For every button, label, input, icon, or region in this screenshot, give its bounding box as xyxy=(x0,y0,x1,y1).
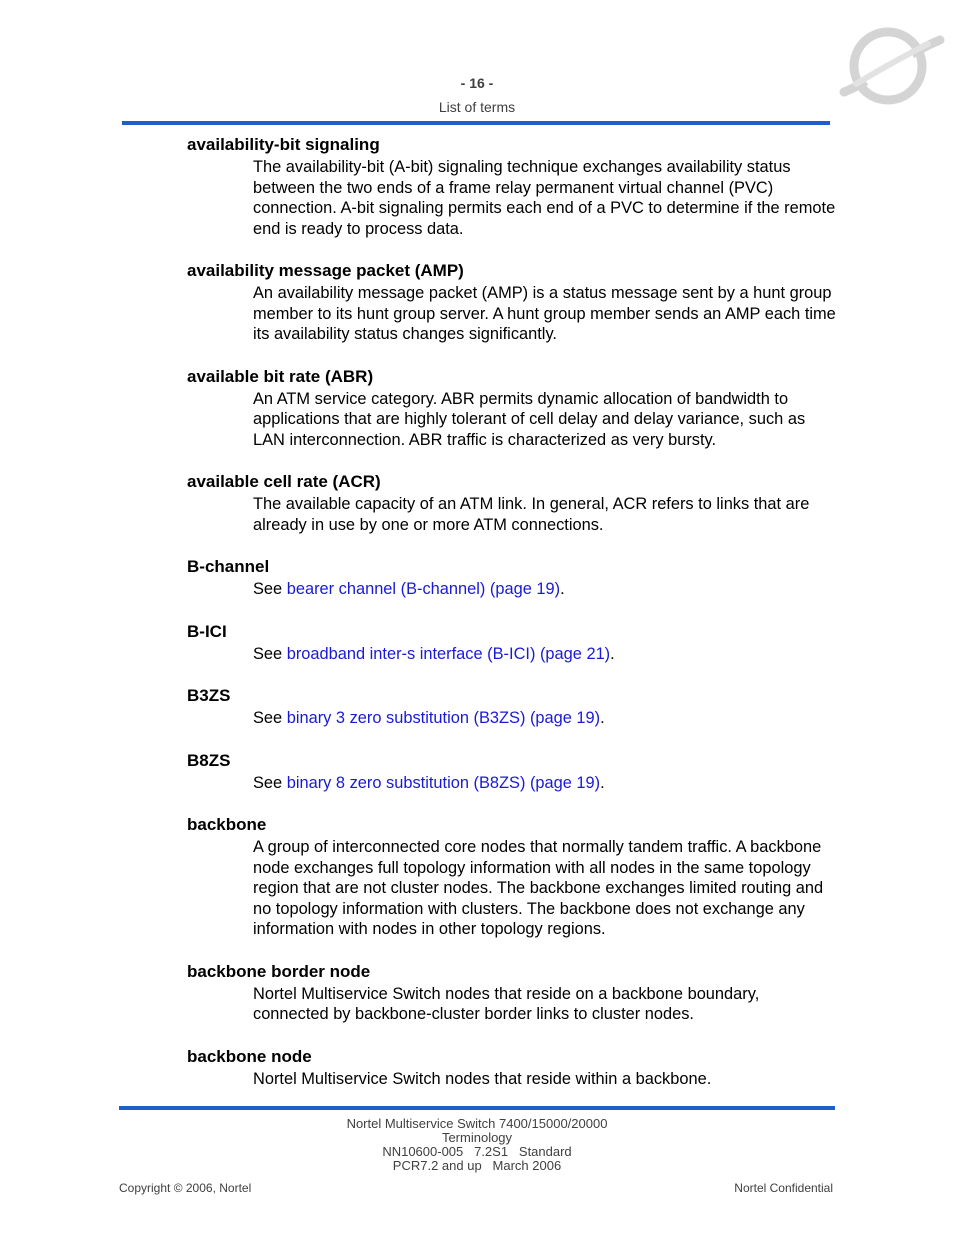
page-number: - 16 - xyxy=(460,75,494,91)
glossary-definition xyxy=(253,708,837,729)
glossary-term: B-channel xyxy=(187,557,270,576)
glossary-term: availability-bit signaling xyxy=(187,135,380,154)
glossary-term: available bit rate (ABR) xyxy=(187,366,374,386)
glossary-entry xyxy=(187,684,837,729)
glossary-term: backbone node xyxy=(187,1046,312,1066)
glossary-definition xyxy=(253,773,837,794)
cross-reference-link[interactable]: binary 8 zero substitution (B8ZS) (page 19) xyxy=(286,773,601,792)
glossary-entry xyxy=(187,470,837,535)
cross-reference-link[interactable]: bearer channel (B-channel) (page 19) xyxy=(286,580,561,598)
glossary-entry xyxy=(187,1045,837,1090)
footer-confidential: Nortel Confidential xyxy=(734,1181,833,1195)
footer-copyright: Copyright © 2006, Nortel xyxy=(119,1181,252,1195)
glossary-term: available cell rate (ACR) xyxy=(187,472,381,491)
section-title: List of terms xyxy=(438,99,516,115)
glossary-entry xyxy=(187,749,837,794)
footer-product: Nortel Multiservice Switch 7400/15000/20000 xyxy=(346,1116,608,1131)
see-prefix: See xyxy=(253,580,287,598)
glossary-entry xyxy=(187,620,837,665)
see-prefix: See xyxy=(253,773,287,792)
glossary-term: availability message packet (AMP) xyxy=(187,261,464,280)
cross-reference-link[interactable]: binary 3 zero substitution (B3ZS) (page 19) xyxy=(286,709,601,727)
glossary-definition: The availability-bit (A-bit) signaling technique exchanges availability status between the two ends of a frame relay permanent virtual channel (PVC) connection. A-bit signaling permits each end of a PVC to determine if the remote end is ready to process data. xyxy=(253,158,836,238)
glossary-entry xyxy=(187,259,837,345)
glossary-definition: Nortel Multiservice Switch nodes that reside on a backbone boundary, connected by backbone-cluster border links to cluster nodes. xyxy=(253,984,760,1023)
glossary-entry xyxy=(187,365,837,451)
cross-reference-link[interactable]: broadband inter-s interface (B-ICI) (page 21) xyxy=(286,644,611,663)
header-rule xyxy=(122,121,830,125)
glossary-term: backbone xyxy=(187,815,267,834)
glossary-term: B8ZS xyxy=(187,750,231,770)
footer-rule xyxy=(119,1106,835,1110)
glossary-list xyxy=(187,133,837,1109)
glossary-definition: An ATM service category. ABR permits dynamic allocation of bandwidth to applications that are highly tolerant of cell delay and delay variance, such as LAN interconnection. ABR traffic is characterized as very bursty. xyxy=(253,389,806,449)
see-suffix: . xyxy=(600,773,605,792)
see-suffix: . xyxy=(610,644,615,663)
glossary-definition: An availability message packet (AMP) is a status message sent by a hunt group member to its hunt group server. A hunt group member sends an AMP each time its availability status changes significantly. xyxy=(253,284,836,343)
glossary-term: B-ICI xyxy=(187,621,227,641)
glossary-definition xyxy=(253,579,837,600)
footer-release: PCR7.2 and up March 2006 xyxy=(392,1158,562,1173)
see-suffix: . xyxy=(600,709,605,727)
glossary-entry xyxy=(187,960,837,1025)
footer-doc-title: Terminology xyxy=(441,1130,513,1145)
footer-document-info xyxy=(0,1117,954,1173)
see-prefix: See xyxy=(253,709,287,727)
glossary-term: backbone border node xyxy=(187,961,371,981)
see-prefix: See xyxy=(253,644,287,663)
footer-doc-number: NN10600-005 7.2S1 Standard xyxy=(382,1144,572,1159)
nortel-globe-logo-icon xyxy=(836,14,946,114)
glossary-definition xyxy=(253,644,837,665)
glossary-definition: A group of interconnected core nodes that normally tandem traffic. A backbone node exchanges full topology information with all nodes in the same topology region that are not cluster nodes. The backbone exchanges limited routing and no topology information with clusters. The backbone does not exchange any information with nodes in other topology regions. xyxy=(253,838,824,938)
glossary-definition: Nortel Multiservice Switch nodes that reside within a backbone. xyxy=(253,1069,712,1088)
see-suffix: . xyxy=(560,580,565,598)
glossary-term: B3ZS xyxy=(187,686,231,705)
glossary-definition: The available capacity of an ATM link. In general, ACR refers to links that are already in use by one or more ATM connections. xyxy=(253,495,810,534)
glossary-entry xyxy=(187,555,837,600)
glossary-entry xyxy=(187,813,837,940)
glossary-entry xyxy=(187,133,837,239)
